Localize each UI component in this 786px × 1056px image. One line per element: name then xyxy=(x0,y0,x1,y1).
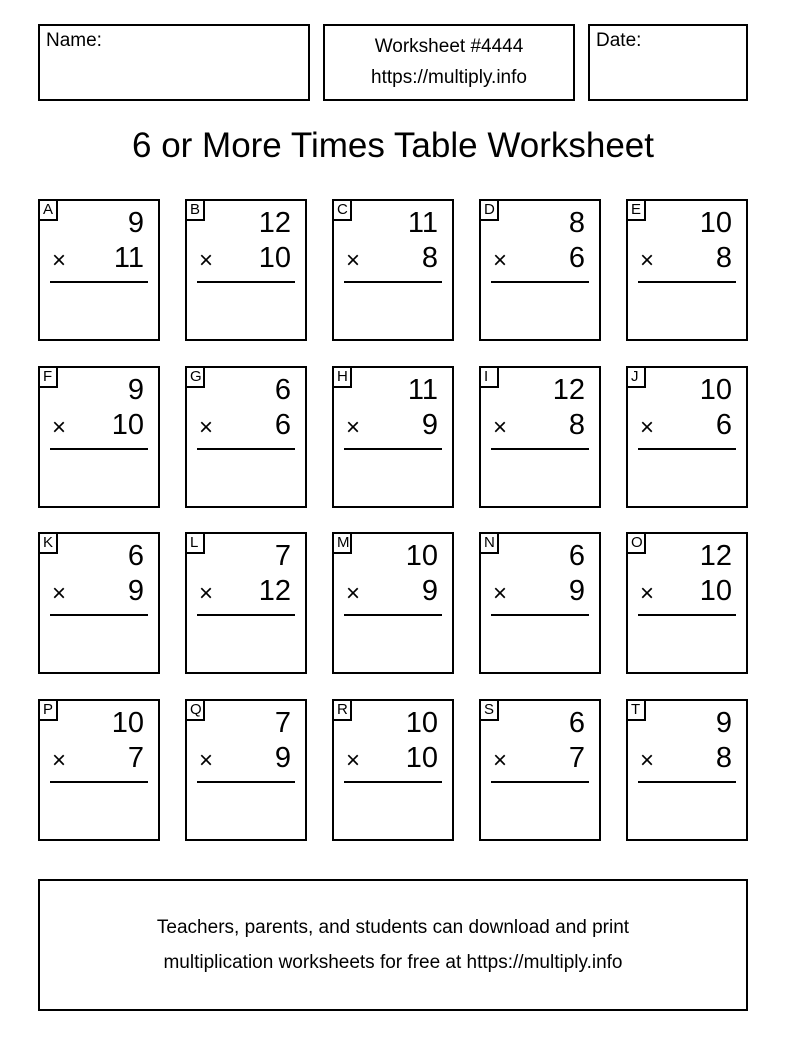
times-sign: × xyxy=(640,247,655,274)
problem-letter: L xyxy=(185,532,205,554)
problem-letter: G xyxy=(185,366,205,388)
problem-top-number: 10 xyxy=(405,540,438,572)
problem-top-number: 11 xyxy=(407,374,438,406)
problem-letter: N xyxy=(479,532,499,554)
problem-letter: P xyxy=(38,699,58,721)
times-sign: × xyxy=(346,414,361,441)
problem-top-number: 12 xyxy=(258,207,291,239)
answer-line xyxy=(197,614,295,616)
problem-letter: T xyxy=(626,699,646,721)
problem-letter: R xyxy=(332,699,352,721)
answer-line xyxy=(638,448,736,450)
problem-card xyxy=(479,699,601,841)
times-sign: × xyxy=(493,580,508,607)
footer-box xyxy=(38,879,748,1011)
answer-line xyxy=(197,781,295,783)
problem-bottom-number: 7 xyxy=(127,742,144,774)
problem-card xyxy=(626,532,748,674)
problem-letter: A xyxy=(38,199,58,221)
answer-line xyxy=(197,281,295,283)
times-sign: × xyxy=(493,747,508,774)
times-sign: × xyxy=(493,247,508,274)
answer-line xyxy=(638,614,736,616)
answer-line xyxy=(491,448,589,450)
times-sign: × xyxy=(640,580,655,607)
times-sign: × xyxy=(346,747,361,774)
times-sign: × xyxy=(52,580,67,607)
times-sign: × xyxy=(346,580,361,607)
problem-card xyxy=(185,699,307,841)
problem-top-number: 6 xyxy=(127,540,144,572)
problem-bottom-number: 9 xyxy=(421,409,438,441)
problem-card xyxy=(332,699,454,841)
problem-top-number: 9 xyxy=(127,207,144,239)
problem-top-number: 10 xyxy=(111,707,144,739)
problem-bottom-number: 10 xyxy=(405,742,438,774)
answer-line xyxy=(344,781,442,783)
problem-top-number: 10 xyxy=(699,374,732,406)
times-sign: × xyxy=(199,247,214,274)
problem-card xyxy=(185,532,307,674)
answer-line xyxy=(491,781,589,783)
problem-card xyxy=(38,532,160,674)
problem-letter: J xyxy=(626,366,646,388)
problem-card xyxy=(626,199,748,341)
problem-bottom-number: 8 xyxy=(715,242,732,274)
problem-card xyxy=(332,532,454,674)
answer-line xyxy=(491,614,589,616)
problem-bottom-number: 9 xyxy=(568,575,585,607)
problem-bottom-number: 6 xyxy=(274,409,291,441)
problem-bottom-number: 8 xyxy=(421,242,438,274)
answer-line xyxy=(344,614,442,616)
problem-bottom-number: 11 xyxy=(113,242,144,274)
problem-bottom-number: 8 xyxy=(568,409,585,441)
problem-bottom-number: 8 xyxy=(715,742,732,774)
problem-card xyxy=(332,199,454,341)
problem-top-number: 6 xyxy=(568,540,585,572)
problem-card xyxy=(38,199,160,341)
problem-card xyxy=(185,366,307,508)
answer-line xyxy=(491,281,589,283)
problem-letter: I xyxy=(479,366,499,388)
problem-letter: Q xyxy=(185,699,205,721)
times-sign: × xyxy=(640,747,655,774)
problem-bottom-number: 9 xyxy=(274,742,291,774)
times-sign: × xyxy=(52,247,67,274)
times-sign: × xyxy=(199,414,214,441)
times-sign: × xyxy=(52,414,67,441)
worksheet-url: https://multiply.info xyxy=(371,67,527,88)
problem-bottom-number: 9 xyxy=(127,575,144,607)
footer-line-1: Teachers, parents, and students can download and print xyxy=(156,917,630,938)
times-sign: × xyxy=(199,580,214,607)
answer-line xyxy=(638,281,736,283)
problem-card xyxy=(479,366,601,508)
problem-letter: O xyxy=(626,532,646,554)
name-label: Name: xyxy=(46,30,102,51)
problem-top-number: 7 xyxy=(274,540,291,572)
date-field-box[interactable] xyxy=(588,24,748,101)
problem-bottom-number: 10 xyxy=(699,575,732,607)
problem-card xyxy=(38,699,160,841)
problem-letter: B xyxy=(185,199,205,221)
problem-top-number: 9 xyxy=(127,374,144,406)
answer-line xyxy=(50,281,148,283)
problem-bottom-number: 10 xyxy=(111,409,144,441)
answer-line xyxy=(638,781,736,783)
problem-bottom-number: 6 xyxy=(715,409,732,441)
problem-top-number: 9 xyxy=(715,707,732,739)
problem-bottom-number: 7 xyxy=(568,742,585,774)
problem-letter: C xyxy=(332,199,352,221)
problem-card xyxy=(185,199,307,341)
problem-letter: D xyxy=(479,199,499,221)
problem-letter: F xyxy=(38,366,58,388)
problem-letter: H xyxy=(332,366,352,388)
problem-card xyxy=(479,532,601,674)
times-sign: × xyxy=(640,414,655,441)
name-field-box[interactable] xyxy=(38,24,310,101)
worksheet-number: Worksheet #4444 xyxy=(374,36,524,57)
problem-card xyxy=(38,366,160,508)
problem-top-number: 12 xyxy=(552,374,585,406)
problem-bottom-number: 9 xyxy=(421,575,438,607)
answer-line xyxy=(50,614,148,616)
problem-top-number: 8 xyxy=(568,207,585,239)
problem-card xyxy=(332,366,454,508)
problem-card xyxy=(626,366,748,508)
answer-line xyxy=(50,448,148,450)
problem-top-number: 10 xyxy=(699,207,732,239)
date-label: Date: xyxy=(596,30,642,51)
answer-line xyxy=(50,781,148,783)
footer-line-2: multiplication worksheets for free at https://multiply.info xyxy=(163,952,623,973)
problem-top-number: 6 xyxy=(274,374,291,406)
problem-bottom-number: 10 xyxy=(258,242,291,274)
problem-letter: S xyxy=(479,699,499,721)
problem-top-number: 6 xyxy=(568,707,585,739)
problem-top-number: 11 xyxy=(407,207,438,239)
problem-top-number: 10 xyxy=(405,707,438,739)
answer-line xyxy=(197,448,295,450)
problem-letter: M xyxy=(332,532,352,554)
page-title: 6 or More Times Table Worksheet xyxy=(132,126,654,165)
problem-bottom-number: 6 xyxy=(568,242,585,274)
problem-bottom-number: 12 xyxy=(258,575,291,607)
times-sign: × xyxy=(52,747,67,774)
problem-card xyxy=(479,199,601,341)
answer-line xyxy=(344,281,442,283)
times-sign: × xyxy=(199,747,214,774)
problem-top-number: 12 xyxy=(699,540,732,572)
times-sign: × xyxy=(346,247,361,274)
problem-letter: K xyxy=(38,532,58,554)
worksheet-info-box xyxy=(323,24,575,101)
answer-line xyxy=(344,448,442,450)
problem-card xyxy=(626,699,748,841)
problem-top-number: 7 xyxy=(274,707,291,739)
problem-letter: E xyxy=(626,199,646,221)
times-sign: × xyxy=(493,414,508,441)
